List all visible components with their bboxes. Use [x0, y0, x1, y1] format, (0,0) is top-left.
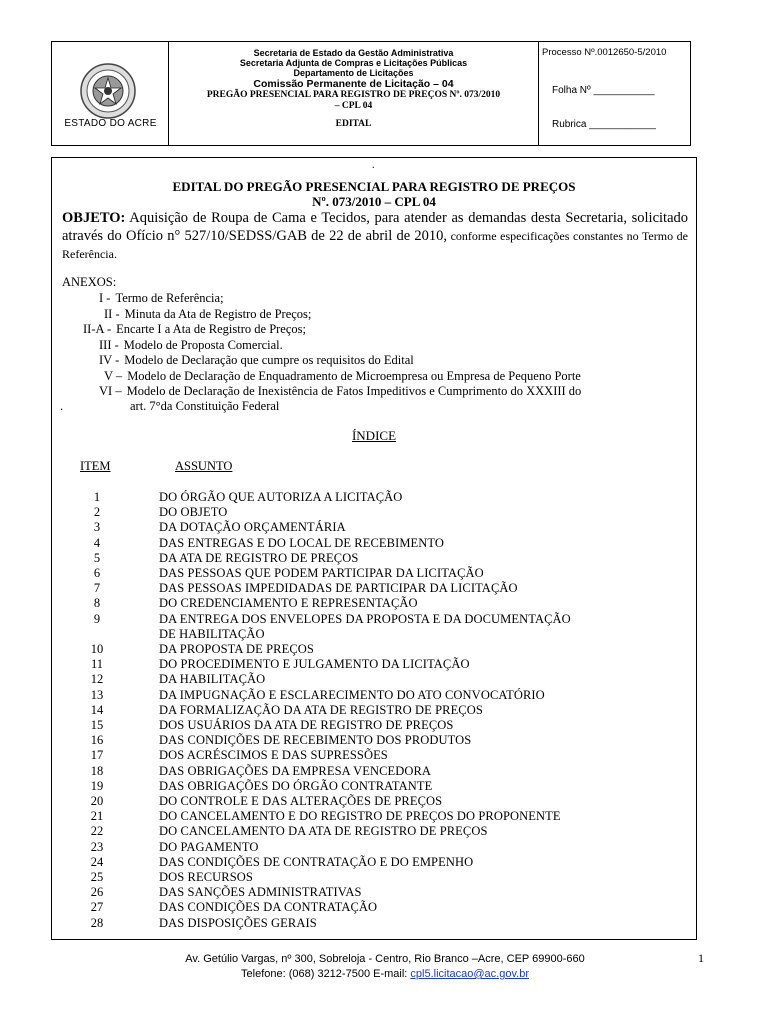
indice-item-subject: DAS SANÇÕES ADMINISTRATIVAS — [159, 885, 362, 900]
indice-item-subject: DAS PESSOAS IMPEDIDADAS DE PARTICIPAR DA LICITAÇÃO — [159, 581, 518, 596]
indice-item-subject: DO CONTROLE E DAS ALTERAÇÕES DE PREÇOS — [159, 794, 443, 808]
indice-item-subject: DO CANCELAMENTO E DO REGISTRO DE PREÇOS DO PROPONENTE — [159, 809, 561, 824]
indice-item-number: 26 — [90, 885, 104, 900]
indice-item-subject: DOS RECURSOS — [159, 870, 253, 884]
header-pregao-line1: PREGÃO PRESENCIAL PARA REGISTRO DE PREÇOS Nº. 073/2010 — [206, 90, 501, 100]
indice-item-subject: DAS CONDIÇÕES DE CONTRATAÇÃO E DO EMPENHO — [159, 854, 474, 869]
objeto-small-text: conforme especificações constantes no Termo de Referência. — [62, 229, 689, 261]
header-edital: EDITAL — [335, 119, 372, 129]
indice-item-number: 12 — [90, 672, 104, 687]
anexo-item — [99, 353, 414, 368]
indice-item-subject: DA IMPUGNAÇÃO E ESCLARECIMENTO DO ATO CONVOCATÓRIO — [159, 687, 545, 702]
header-comissao: Comissão Permanente de Licitação – 04 — [253, 78, 454, 90]
anexo-number: II - — [104, 306, 120, 321]
indice-item-subject: DE HABILITAÇÃO — [159, 626, 265, 641]
header-process-cell — [539, 42, 690, 145]
anexo-number: IV - — [99, 353, 120, 367]
anexo-number: I - — [99, 291, 111, 305]
indice-item-number: 23 — [90, 839, 104, 854]
indice-item-number: 28 — [90, 915, 104, 930]
anexo-text: Modelo de Proposta Comercial. — [123, 337, 283, 352]
indice-item-subject: DAS DISPOSIÇÕES GERAIS — [159, 915, 317, 930]
indice-item-number: 7 — [93, 581, 101, 596]
header-title-cell — [169, 42, 539, 145]
indice-item-number: 17 — [90, 748, 104, 763]
footer-address: Av. Getúlio Vargas, nº 300, Sobreloja - Centro, Rio Branco –Acre, CEP 69900-660 — [185, 953, 585, 965]
objeto-label: OBJETO: — [62, 210, 126, 226]
indice-item-subject: DA ATA DE REGISTRO DE PREÇOS — [159, 550, 359, 565]
header-secretaria: Secretaria de Estado da Gestão Administrativa — [253, 48, 454, 58]
indice-item-number: 9 — [93, 611, 101, 626]
indice-item-number: 13 — [90, 687, 104, 702]
indice-item-number: 11 — [90, 657, 104, 672]
objeto-paragraph — [62, 209, 688, 263]
indice-item-subject: DA FORMALIZAÇÃO DA ATA DE REGISTRO DE PREÇOS — [159, 702, 483, 717]
indice-item-subject: DOS USUÁRIOS DA ATA DE REGISTRO DE PREÇOS — [159, 718, 454, 732]
process-number: Processo Nº.0012650-5/2010 — [542, 47, 667, 58]
anexo-number: III - — [99, 337, 119, 352]
footer-email-link[interactable]: cpl5.licitacao@ac.gov.br — [410, 968, 529, 980]
indice-item-number: 22 — [90, 824, 104, 839]
anexo-item — [99, 384, 679, 399]
indice-item-number: 15 — [90, 718, 104, 732]
indice-item-subject: DA PROPOSTA DE PREÇOS — [159, 642, 314, 656]
page-number: 1 — [698, 951, 704, 965]
anexo-item — [104, 369, 581, 384]
indice-item-subject: DA HABILITAÇÃO — [159, 672, 266, 687]
anexo-text: Minuta da Ata de Registro de Preços; — [124, 306, 312, 321]
anexo-item — [99, 338, 283, 353]
indice-item-number: 2 — [93, 505, 101, 520]
anexo-item — [99, 291, 224, 306]
anexo-text: Termo de Referência; — [115, 291, 224, 305]
anexo-item — [104, 307, 311, 322]
anexo-text: Encarte I a Ata de Registro de Preços; — [116, 322, 306, 336]
anexo-item — [83, 322, 306, 337]
indice-item-subject: DO CREDENCIAMENTO E REPRESENTAÇÃO — [159, 596, 418, 611]
anexo-text: Modelo de Declaração de Enquadramento de Microempresa ou Empresa de Pequeno Porte — [127, 368, 581, 383]
page-footer — [0, 952, 770, 982]
anexo-text: Modelo de Declaração que cumpre os requisitos do Edital — [124, 353, 414, 367]
rubrica-field: Rubrica ____________ — [552, 119, 656, 130]
indice-item-subject: DAS CONDIÇÕES DE RECEBIMENTO DOS PRODUTOS — [159, 733, 472, 748]
indice-item-number: 8 — [93, 596, 101, 611]
header-logo-cell — [52, 42, 169, 145]
indice-item-number: 20 — [90, 794, 104, 808]
indice-title: ÍNDICE — [351, 428, 397, 443]
indice-item-subject: DAS CONDIÇÕES DA CONTRATAÇÃO — [159, 900, 378, 915]
indice-item-subject: DO CANCELAMENTO DA ATA DE REGISTRO DE PREÇOS — [159, 824, 488, 839]
indice-item-subject: DAS ENTREGAS E DO LOCAL DE RECEBIMENTO — [159, 535, 445, 550]
anexo-number: VI – — [99, 384, 122, 398]
indice-item-number: 6 — [93, 566, 101, 580]
doc-title-line2: Nº. 073/2010 – CPL 04 — [312, 194, 436, 209]
indice-item-subject: DAS OBRIGAÇÕES DO ÓRGÃO CONTRATANTE — [159, 778, 433, 793]
indice-item-subject: DO PAGAMENTO — [159, 839, 259, 854]
indice-item-subject: DO PROCEDIMENTO E JULGAMENTO DA LICITAÇÃO — [159, 657, 470, 672]
footer-phone: Telefone: (068) 3212-7500 E-mail: — [241, 968, 411, 980]
footer-contact — [0, 967, 770, 982]
col-header-assunto: ASSUNTO — [175, 459, 233, 473]
indice-item-number: 5 — [93, 550, 101, 565]
indice-item-subject: DO OBJETO — [159, 505, 228, 520]
indice-item-number: 4 — [93, 535, 101, 550]
objeto-text: Aquisição de Roupa de Cama e Tecidos, para atender as demandas desta Secretaria, solicitado através do Ofício n° 527/10/SEDSS/GAB de 22 de abril de 2010, — [62, 210, 688, 244]
indice-item-number: 18 — [90, 763, 104, 778]
indice-item-subject: DO ÓRGÃO QUE AUTORIZA A LICITAÇÃO — [159, 490, 403, 504]
indice-item-subject: DAS OBRIGAÇÕES DA EMPRESA VENCEDORA — [159, 763, 432, 778]
indice-item-number: 24 — [90, 854, 104, 869]
anexo-number: V – — [104, 368, 123, 383]
indice-item-number: 1 — [93, 490, 101, 504]
indice-item-subject: DOS ACRÉSCIMOS E DAS SUPRESSÕES — [159, 748, 388, 763]
header-pregao-line2: – CPL 04 — [334, 101, 373, 111]
indice-item-number: 19 — [90, 778, 104, 793]
indice-item-number: 14 — [90, 702, 104, 717]
indice-item-subject: DAS PESSOAS QUE PODEM PARTICIPAR DA LICITAÇÃO — [159, 566, 484, 580]
indice-item-number: 27 — [90, 900, 104, 915]
indice-item-number: 21 — [90, 809, 104, 824]
document-header — [51, 41, 691, 146]
indice-item-number: 16 — [90, 733, 104, 748]
indice-item-number: 25 — [90, 870, 104, 884]
header-secretaria-adjunta: Secretaria Adjunta de Compras e Licitações Públicas — [239, 58, 468, 68]
state-seal-icon — [79, 62, 137, 120]
col-header-item: ITEM — [80, 459, 111, 473]
indice-item-subject: DA DOTAÇÃO ORÇAMENTÁRIA — [159, 520, 346, 535]
indice-item-subject: DA ENTREGA DOS ENVELOPES DA PROPOSTA E DA DOCUMENTAÇÃO — [159, 611, 571, 626]
header-departamento: Departamento de Licitações — [293, 68, 414, 78]
anexos-title: ANEXOS: — [62, 275, 117, 289]
doc-title-line1: EDITAL DO PREGÃO PRESENCIAL PARA REGISTRO DE PREÇOS — [172, 179, 576, 194]
indice-item-number: 3 — [93, 520, 101, 535]
anexo-text: Modelo de Declaração de Inexistência de Fatos Impeditivos e Cumprimento do XXXIII do — [126, 384, 582, 398]
document-body: . EDITAL DO PREGÃO PRESENCIAL PARA REGISTRO DE PREÇOS Nº. 073/2010 – CPL 04 OBJETO: Aquisição de Roupa de Cama e Tecidos, para atender as demandas desta Secretaria, solicitado através do Ofício n° 527/10/SEDSS/GAB de 22 de abril de 2010, conforme especificações constantes no Termo de Referência. ANEXOS: I - Termo de Referência; II - Minuta da Ata de Registro de Preços; II-A - Encarte I a Ata de Registro de Preços; III - Modelo de Proposta Comercial. IV - Modelo de Declaração que cumpre os requisitos do Edital V – Modelo de Declaração de Enquadramento de Microempresa ou Empresa de Pequeno Porte VI – Modelo de Declaração de Inexistência de Fatos Impeditivos e Cumprimento do XXXIII do . art. 7°da Constituição Federal ÍNDICE ITEM ASSUNTO 1 DO ÓRGÃO QUE AUTORIZA A LICITAÇÃO 2 DO OBJETO 3 DA DOTAÇÃO ORÇAMENTÁRIA 4 DAS ENTREGAS E DO LOCAL DE RECEBIMENTO 5 DA ATA DE REGISTRO DE PREÇOS 6 DAS PESSOAS QUE PODEM PARTICIPAR DA LICITAÇÃO 7 DAS PESSOAS IMPEDIDADAS DE PARTICIPAR DA LICITAÇÃO 8 DO CREDENCIAMENTO E REPRESENTAÇÃO 9 DA ENTREGA DOS ENVELOPES DA PROPOSTA E DA DOCUMENTAÇÃO DE HABILITAÇÃO 10 DA PROPOSTA DE PREÇOS 11 DO PROCEDIMENTO E JULGAMENTO DA LICITAÇÃO 12 DA HABILITAÇÃO 13 DA IMPUGNAÇÃO E ESCLARECIMENTO DO ATO CONVOCATÓRIO 14 DA FORMALIZAÇÃO DA ATA DE REGISTRO DE PREÇOS 15 DOS USUÁRIOS DA ATA DE REGISTRO DE PREÇOS 16 DAS CONDIÇÕES DE RECEBIMENTO DOS PRODUTOS 17 DOS ACRÉSCIMOS E DAS SUPRESSÕES 18 DAS OBRIGAÇÕES DA EMPRESA VENCEDORA 19 DAS OBRIGAÇÕES DO ÓRGÃO CONTRATANTE 20 DO CONTROLE E DAS ALTERAÇÕES DE PREÇOS 21 DO CANCELAMENTO E DO REGISTRO DE PREÇOS DO PROPONENTE 22 DO CANCELAMENTO DA ATA DE REGISTRO DE PREÇOS 23 DO PAGAMENTO 24 DAS CONDIÇÕES DE CONTRATAÇÃO E DO EMPENHO 25 DOS RECURSOS 26 DAS SANÇÕES ADMINISTRATIVAS 27 DAS CONDIÇÕES DA CONTRATAÇÃO 28 DAS DISPOSIÇÕES GERAIS — [51, 157, 697, 940]
state-name: ESTADO DO ACRE — [64, 118, 157, 129]
anexo-number: II-A - — [83, 322, 112, 336]
folha-field: Folha Nº ___________ — [552, 85, 655, 96]
indice-item-number: 10 — [90, 642, 104, 656]
anexo-vi-continuation: art. 7°da Constituição Federal — [130, 399, 280, 413]
